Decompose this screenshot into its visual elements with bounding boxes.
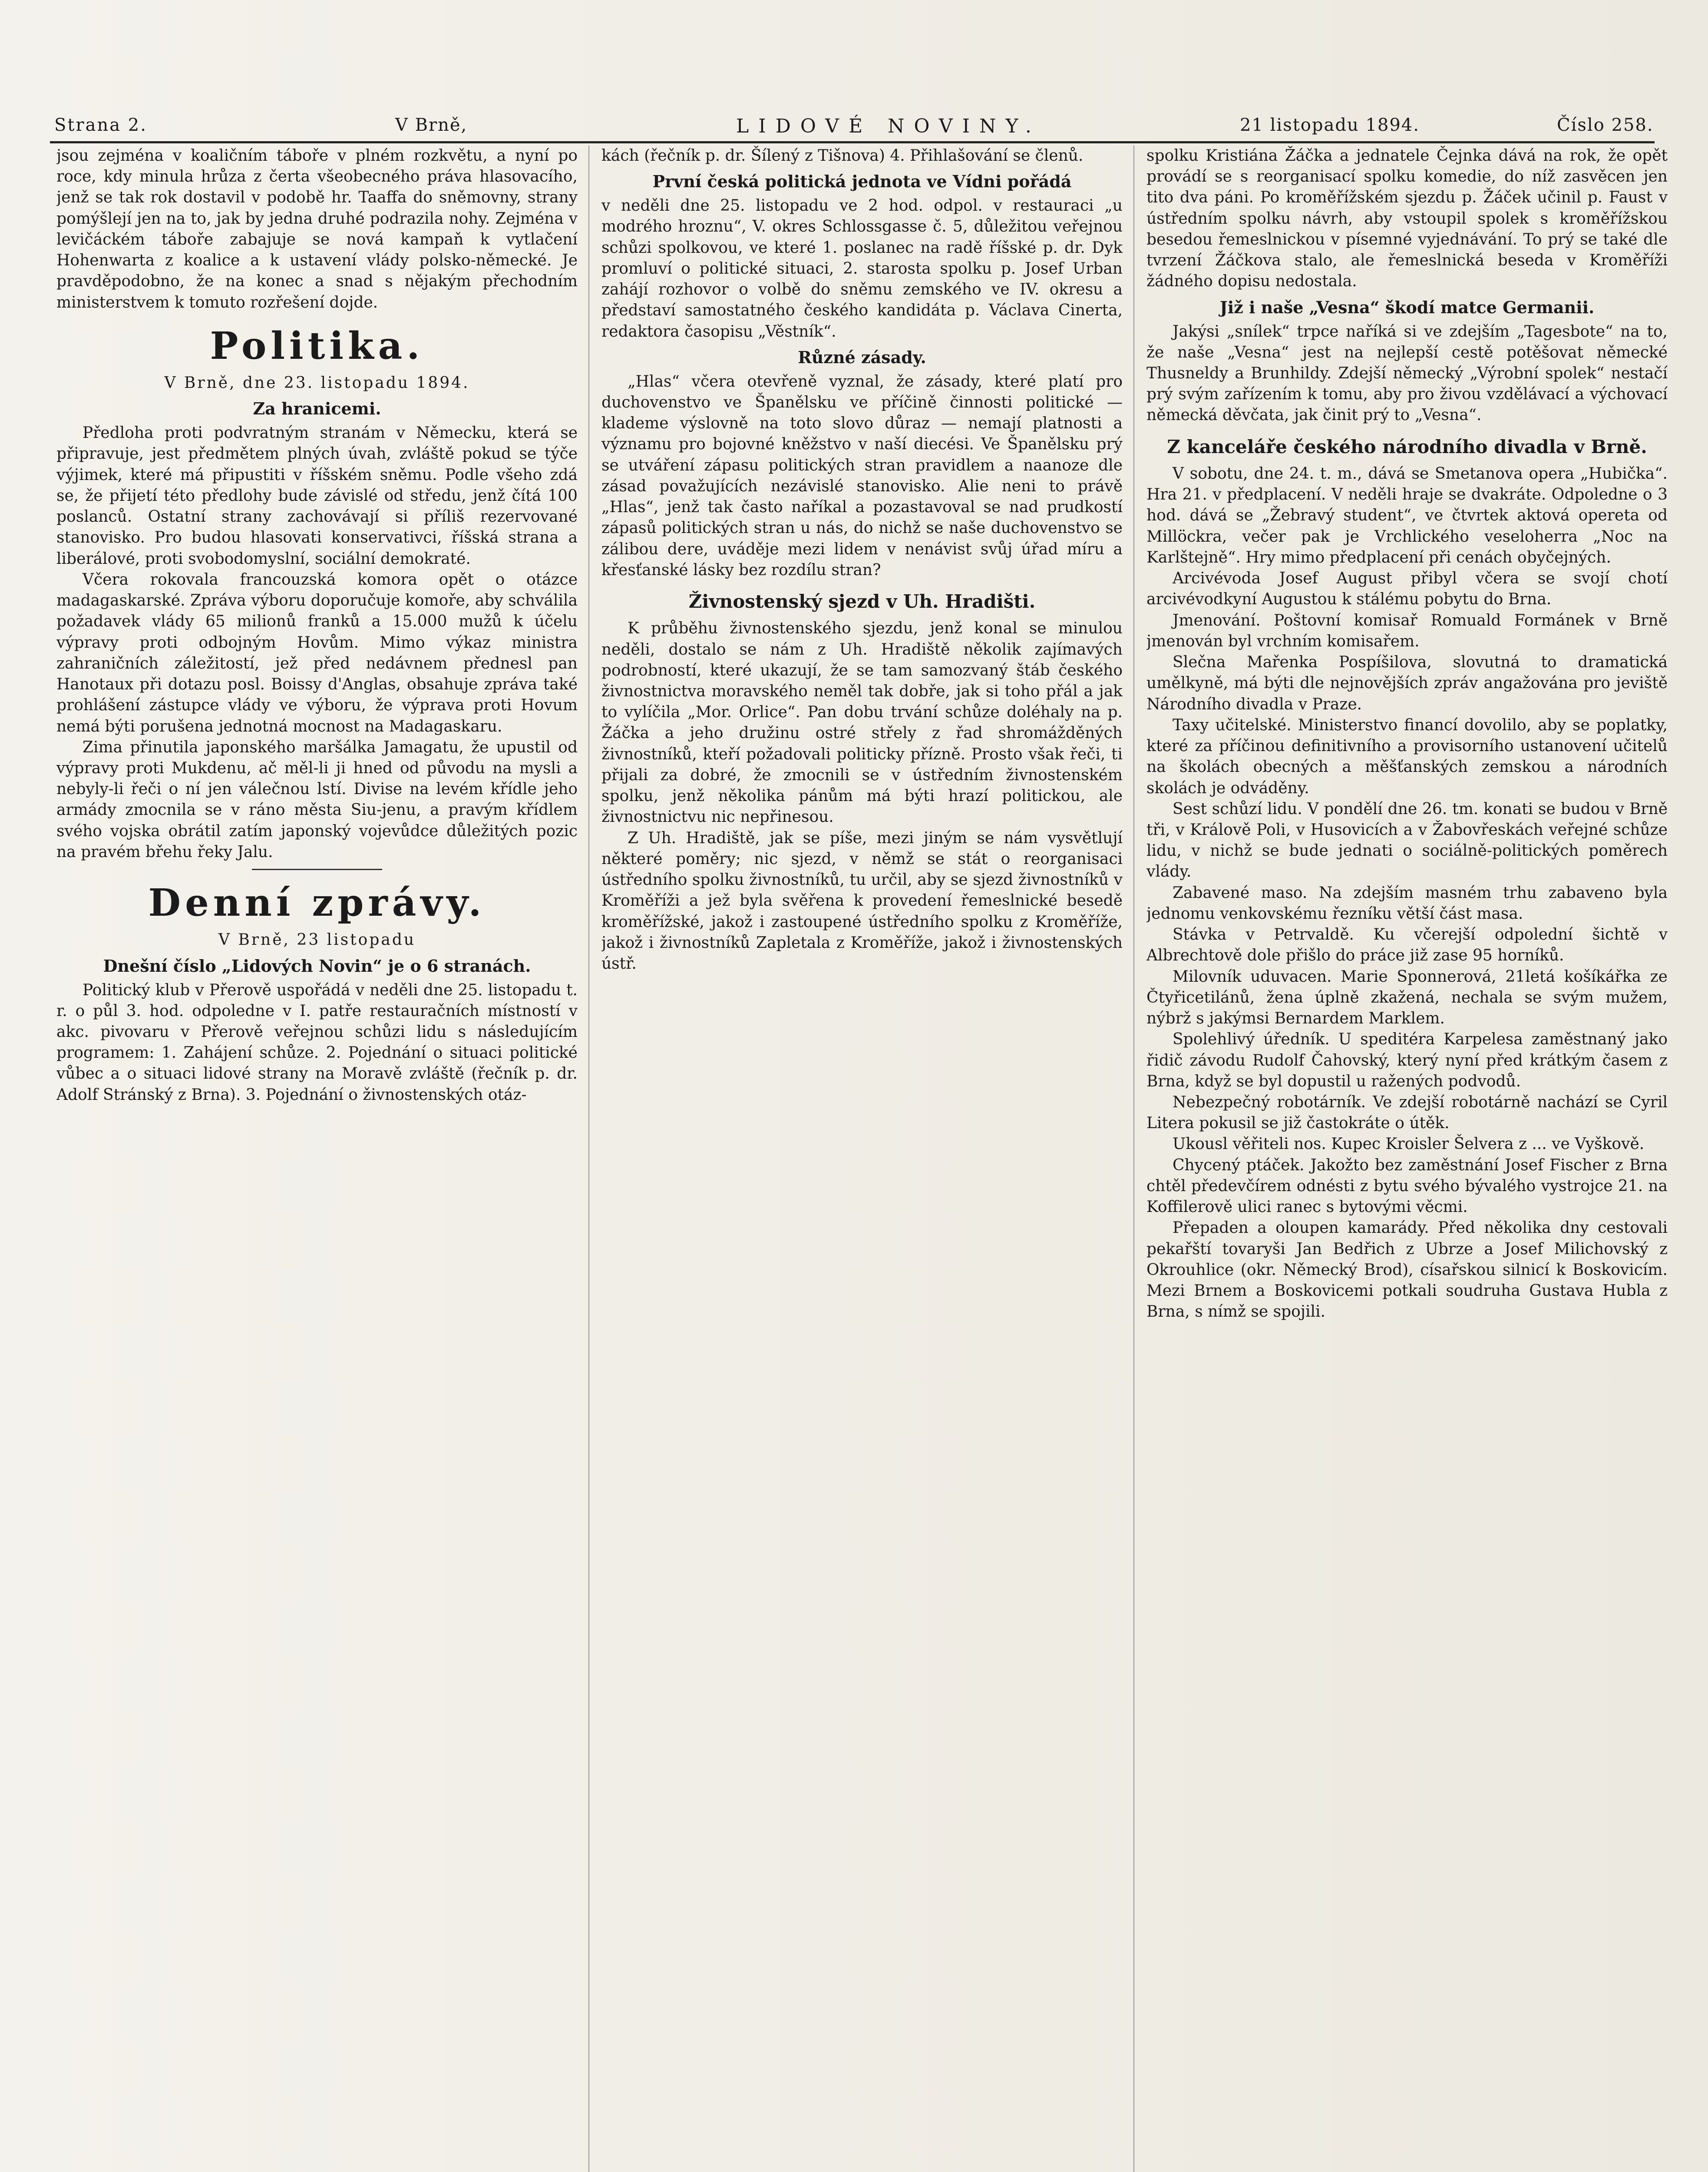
article-continuation: spolku Kristiána Žáčka a jednatele Čejnka dává na rok, že opět provádí se s reorganisací spolku komedie, do níž zasvěcen jen tito dva páni. Po kroměřížském sjezdu p. Žáček učinil p. Faust v ústředním spolku návrh, aby vstoupil spolek s kroměřížskou besedou řemeslnickou v písemné vyjednávání. To prý se také dle tvrzení Žáčkova stalo, ale řemeslnická beseda v Kroměříži žádného dopisu nedostala.	[1146, 147, 1668, 291]
news-item: Taxy učitelské. Ministerstvo financí dovolilo, aby se poplatky, které za příčinou definitivního a provisorního ustanovení učitelů na školách obecných a měšťanských zemskou a národních skolách je odváděny.	[1146, 716, 1668, 797]
article-paragraph: V sobotu, dne 24. t. m., dává se Smetanova opera „Hubička“. Hra 21. v předplacení. V neděli hraje se dvakráte. Odpoledne o 3 hod. dává se „Žebravý student“, ve čtvrtek aktová opereta od Millöckra, večer pak je Vrchlického veseloherra „Noc na Karlštejně“. Hry mimo předplacení při cenách obyčejných.	[1146, 464, 1668, 566]
article-paragraph: Jakýsi „snílek“ trpce naříká si ve zdejším „Tagesbote“ na to, že naše „Vesna“ jest na nejlepší cestě potěšovat německé Thusneldy a Brunhildy. Zdejší německý „Výrobní spolek“ nestačí prý svým zařízením k tomu, aby pro živou vzdělávací a výchovací německá děvčata, jak činit prý to „Vesna“.	[1146, 322, 1668, 424]
issue-number: Číslo 258.	[1557, 115, 1654, 135]
article-heading: Z kanceláře českého národního divadla v Brně.	[1167, 436, 1647, 457]
news-item: Milovník uduvacen. Marie Sponnerová, 21letá košíkářka ze Čtyřicetilánů, žena úplně zkažená, nechala se svým mužem, nýbrž s jakýmsi Bernardem Marklem.	[1146, 967, 1668, 1028]
article-paragraph: K průběhu živnostenského sjezdu, jenž konal se minulou neděli, dostalo se nám z Uh. Hradiště několik zajímavých podrobností, které ukazují, že se tam samozvaný štáb českého živnostnictva moravského neměl tak dobře, jak si toho přál a jak to vylíčila „Mor. Orlice“. Pan dobu trvání schůze doléhaly na p. Žáčka a jeho družinu ostré střely z řad shromážděných živnostníků, kteří požadovali politicky přízně. Prosto však řeči, ti přijali za dobré, že zmocnili se v ústředním živnostenském spolku, jenž několika pánům má býti hrazí politickou, ale živnostnictvu nic nepřinesou.	[601, 619, 1123, 826]
section-dateline: V Brně, 23 listopadu	[218, 931, 416, 949]
article-paragraph: Včera rokovala francouzská komora opět o otázce madagaskarské. Zpráva výboru doporučuje komoře, aby schválila požadavek vlády 65 milionů franků a 15.000 mužů k účelu výpravy proti odbojným Hovům. Mimo výkaz ministra zahraničních záležitostí, jež před nedávnem přednesl pan Hanotaux při dotazu posl. Boissy d'Anglas, obsahuje zpráva také prohlášení zástupce vlády ve výboru, že výprava proti Hovum nemá býti porušena jednotná mocnost na Madagaskaru.	[56, 570, 578, 735]
article-paragraph: „Hlas“ včera otevřeně vyznal, že zásady, které platí pro duchovenstvo ve Španělsku ve příčině činnosti politické — klademe výslovně na toto slovo důraz — nemají platnosti a významu pro bojovné kněžstvo v naší diecési. Ve Španělsku prý se utváření zápasu politických stran pravidlem a naanoze dle zásad považujících nezávislé stanovisko. Alie neni to právě „Hlas“, jenž tak často naříkal a pozastavoval se nad prudkostí zápasů politických stran u nás, do nichž se naše duchovenstvo se zálibou dere, uváděje mezi lidem v nenávist svůj úřad míru a křesťanské lásky bez rozdílu stran?	[601, 372, 1123, 579]
news-item: Arcivévoda Josef August přibyl včera se svojí chotí arcivévodkyní Augustou k stálému pobytu do Brna.	[1146, 569, 1668, 609]
section-rule	[252, 869, 382, 870]
article-heading: Již i naše „Vesna“ škodí matce Germanii.	[1219, 297, 1595, 317]
article-heading: První česká politická jednota ve Vídni pořádá	[652, 172, 1072, 192]
column-divider	[1133, 146, 1134, 2172]
article-paragraph: Z Uh. Hradiště, jak se píše, mezi jiným se nám vysvětlují některé poměry; nic sjezd, v němž se stát o reorganisaci ústředního spolku živnostníků, tu určil, aby se sjezd živnostníků v Kroměříži a jež byla svěřena k provedení řemeslnické besedě kroměřížské, jakož i zastoupené ústředního spolku z Kroměříže, jakož i živnostníků Zapletala z Kroměříže, jakož i živnostenských ústř.	[601, 829, 1123, 973]
masthead	[50, 111, 1655, 143]
article-paragraph: Zima přinutila japonského maršálka Jamagatu, že upustil od výpravy proti Mukdenu, ač měl-li ji hned od původu na mysli a nebyly-li řeči o ní jen válečnou lstí. Divise na levém křídle jeho armády zmocnila se v ráno města Siu-jenu, a pravým křídlem svého vojska obrátil zatím japonský vojevůdce důležitých pozic na pravém břehu řeky Jalu.	[56, 738, 578, 861]
news-item: Spolehlivý úředník. U speditéra Karpelesa zaměstnaný jako řidič závodu Rudolf Čahovský, který nyní před krátkým časem z Brna, když se byl dopustil u ražených podvodů.	[1146, 1030, 1668, 1090]
issue-date: 21 listopadu 1894.	[1240, 115, 1420, 135]
news-item: Přepaden a oloupen kamarády. Před několika dny cestovali pekařští tovaryši Jan Bedřich z Ubrze a Josef Milichovský z Okrouhlice (okr. Německý Brod), císařskou silnicí k Boskovicím. Mezi Brnem a Boskovicemi potkali soudruha Gustava Hubla z Brna, s nímž se spojili.	[1146, 1219, 1668, 1321]
column-2	[601, 146, 1123, 2172]
article-paragraph: v neděli dne 25. listopadu ve 2 hod. odpol. v restauraci „u modrého hroznu“, V. okres Schlossgasse č. 5, důležitou veřejnou schůzi spolkovou, ve které 1. poslanec na radě říšské p. dr. Dyk promluví o politické situaci, 2. starosta spolku p. Josef Urban zahájí rozhovor o volbě do sněmu zemského ve IV. okresu a představí samostatného českého kandidáta p. Václava Cinerta, redaktora časopisu „Věstník“.	[601, 197, 1123, 341]
news-item: Slečna Mařenka Pospíšilova, slovutná to dramatická umělkyně, má býti dle nejnovějších zpráv angažována pro jeviště Národního divadla v Praze.	[1146, 653, 1668, 713]
news-item: Sest schůzí lidu. V pondělí dne 26. tm. konati se budou v Brně tři, v Králově Poli, v Husovicích a v Žabovřeskách veřejné schůze lidu, v nichž se bude jednati o sociálně-politických poměrech vlády.	[1146, 800, 1668, 881]
news-item: Zabavené maso. Na zdejším masném trhu zabaveno byla jednomu venkovskému řezníku větší část masa.	[1146, 884, 1668, 923]
article-paragraph: Politický klub v Přerově uspořádá v neděli dne 25. listopadu t. r. o půl 3. hod. odpoledne v I. patře restauračních místností v akc. pivovaru v Přerově veřejnou schůzi lidu s následujícím programem: 1. Zahájení schůze. 2. Pojednání o situaci politické vůbec a o situaci lidové strany na Moravě zvláště (řečník p. dr. Adolf Stránský z Brna). 3. Pojednání o živnostenských otáz-	[56, 981, 578, 1104]
subsection-heading: Za hranicemi.	[253, 399, 381, 419]
newspaper-title: LIDOVÉ NOVINY.	[736, 115, 1041, 137]
article-heading: Živnostenský sjezd v Uh. Hradišti.	[688, 591, 1036, 613]
article-continuation: jsou zejména v koaličním táboře v plném rozkvětu, a nyní po roce, kdy minula hrůza z čerta všeobecného práva hlasovacího, jenž se tak rok dostavil v podobě hr. Taaffa do sněmovny, strany pomýšlejí jen na to, jak by jedna druhé podrazila nohy. Zejména v levičáckém táboře zabajuje se nová kampaň k vytlačení Hohenwarta z koalice a k ustavení vlády polsko-německé. Je pravděpodobno, že na konec a snad s nějakým přechodním ministerstvem k tomuto rozřešení dojde.	[56, 147, 578, 311]
news-item: Ukousl věřiteli nos. Kupec Kroisler Šelvera z ... ve Vyškově.	[1173, 1135, 1645, 1153]
article-paragraph: Předloha proti podvratným stranám v Německu, která se připravuje, jest předmětem plných úvah, zvláště pokud se týče výjimek, které má připustiti v říšském sněmu. Podle všeho zdá se, že přijetí této předlohy bude závislé od středu, jenž čítá 100 poslanců. Ostatní strany zachovávají si příliš rezervované stanovisko. Pro budou hlasovati konservativci, říšská strana a liberálové, proti svobodomyslní, sociální demokraté.	[56, 424, 578, 568]
column-1	[56, 146, 578, 2172]
news-item: Stávka v Petrvaldě. Ku včerejší odpolední šichtě v Albrechtově dole přišlo do práce již zase 95 horníků.	[1146, 926, 1668, 965]
news-item: Chycený ptáček. Jakožto bez zaměstnání Josef Fischer z Brna chtěl předevčírem odnésti z bytu svého bývalého vystrojce 21. na Koffilerově ulici ranec s bytovými věcmi.	[1146, 1156, 1668, 1216]
page-number: Strana 2.	[54, 115, 147, 135]
notice-heading: Dnešní číslo „Lidových Novin“ je o 6 stranách.	[103, 956, 531, 976]
article-continuation: kách (řečník p. dr. Šílený z Tišnova) 4. Přihlašování se členů.	[601, 147, 1084, 165]
news-item: Nebezpečný robotárník. Ve zdejší robotárně nachází se Cyril Litera pokusil se již častokráte o útěk.	[1146, 1093, 1668, 1132]
section-heading-politika: Politika.	[210, 324, 424, 368]
column-3	[1146, 146, 1668, 2172]
article-heading: Různé zásady.	[798, 347, 926, 367]
section-heading-denni-zpravy: Denní zprávy.	[148, 881, 486, 925]
section-dateline: V Brně, dne 23. listopadu 1894.	[164, 374, 470, 392]
column-divider	[588, 146, 589, 2172]
dateline-city: V Brně,	[395, 115, 468, 135]
news-item: Jmenování. Poštovní komisař Romuald Formánek v Brně jmenován byl vrchním komisařem.	[1146, 611, 1668, 650]
